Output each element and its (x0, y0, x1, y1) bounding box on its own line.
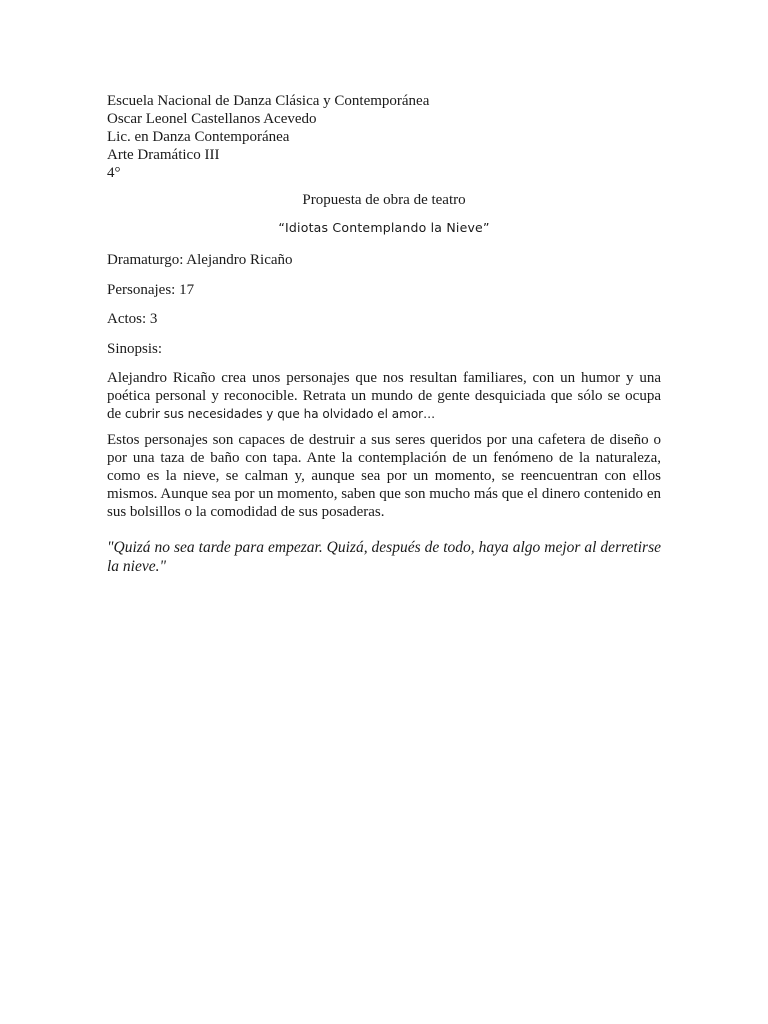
document-header (107, 92, 667, 182)
playwright-field: Dramaturgo: Alejandro Ricaño (107, 252, 293, 268)
synopsis-paragraph-1 (107, 369, 661, 423)
synopsis-paragraph-1-main: Alejandro Ricaño crea unos personajes que nos resultan familiares, con un humor y una poética personal y reconocible. Retrata un mundo de gente desquiciada que sólo se ocupa de (107, 370, 661, 422)
degree-name: Lic. en Danza Contemporánea (107, 129, 290, 145)
play-title: “Idiotas Contemplando la Nieve” (278, 220, 490, 235)
synopsis-paragraph-1-tail: cubrir sus necesidades y que ha olvidado el amor… (124, 407, 436, 421)
closing-quote: "Quizá no sea tarde para empezar. Quizá, después de todo, haya algo mejor al derretirse la nieve." (107, 539, 661, 575)
course-name: Arte Dramático III (107, 147, 220, 163)
acts-field: Actos: 3 (107, 311, 158, 327)
school-name: Escuela Nacional de Danza Clásica y Contemporánea (107, 93, 430, 109)
proposal-title: Propuesta de obra de teatro (302, 192, 466, 208)
synopsis-heading: Sinopsis: (107, 341, 163, 357)
characters-field: Personajes: 17 (107, 282, 195, 298)
synopsis-paragraph-2: Estos personajes son capaces de destruir a sus seres queridos por una cafetera de diseño o por una taza de baño con tapa. Ante la contemplación de un fenómeno de la naturaleza, como es la nieve, se calman y, aunque sea por un momento, se reencuentran con ellos mismos. Aunque sea por un momento, saben que son mucho más que el dinero contenido en sus bolsillos o la comodidad de sus posaderas. (107, 432, 661, 520)
semester: 4° (107, 165, 121, 181)
author-name: Oscar Leonel Castellanos Acevedo (107, 111, 317, 127)
